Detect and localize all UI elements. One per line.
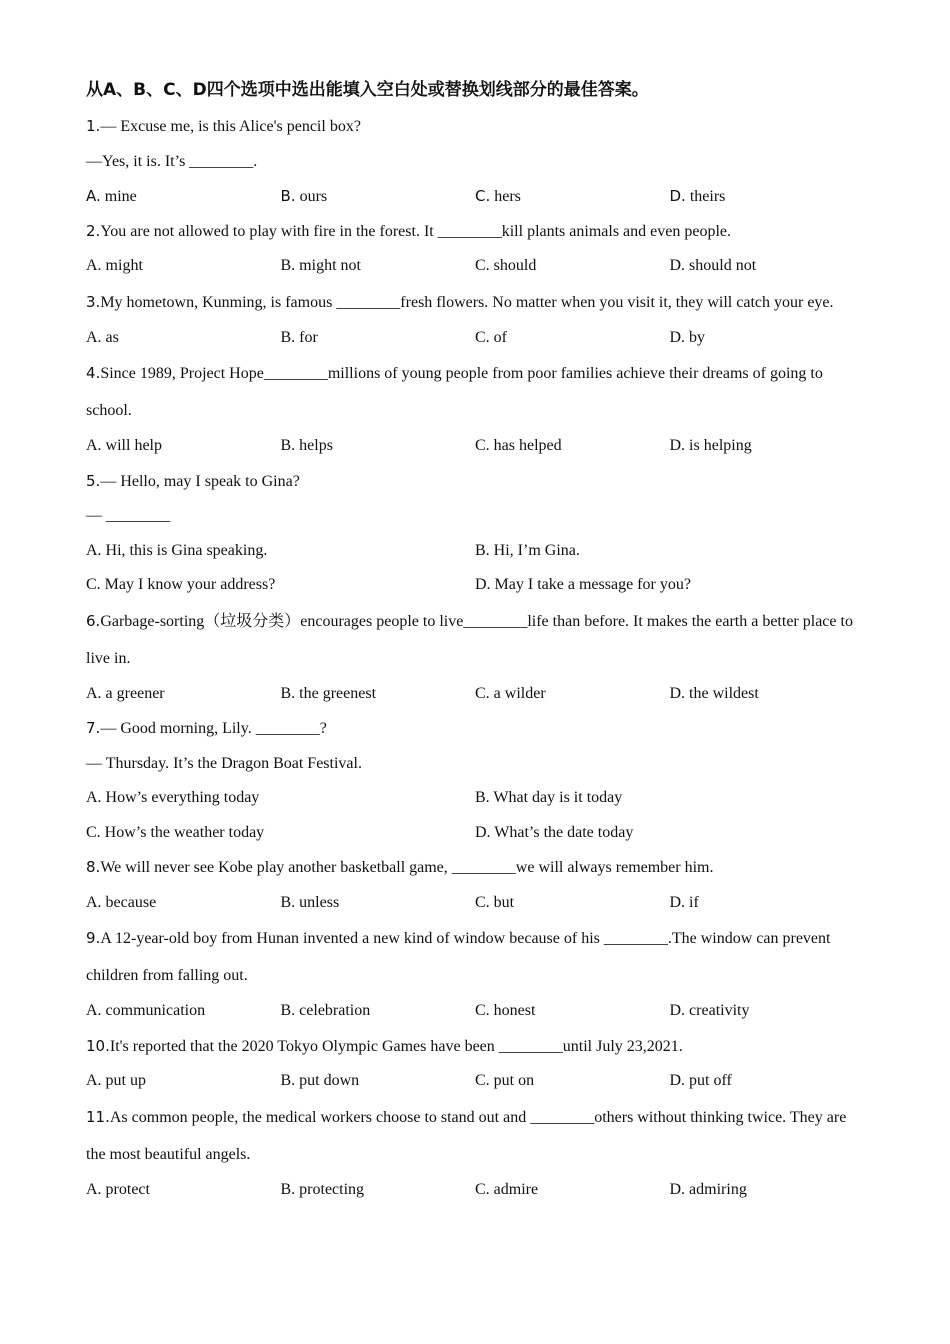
option-b[interactable]: B. for	[280, 328, 318, 346]
question-5-options-row1	[86, 534, 866, 569]
question-text: A 12-year-old boy from Hunan invented a new kind of window because of his ________.The window can prevent children from falling out.	[86, 930, 831, 984]
question-11	[86, 1099, 866, 1173]
option-a[interactable]: A. Hi, this is Gina speaking.	[86, 541, 268, 559]
option-a[interactable]: A. protect	[86, 1180, 150, 1198]
question-10-options	[86, 1064, 866, 1099]
question-7	[86, 711, 866, 747]
question-1-options	[86, 179, 866, 214]
option-d[interactable]: D. creativity	[669, 1002, 750, 1019]
question-1-reply: —Yes, it is. It’s ________.	[86, 152, 258, 170]
option-b[interactable]: B. ours	[280, 187, 328, 205]
question-number: 7.	[86, 719, 101, 737]
question-text: As common people, the medical workers choose to stand out and ________others without thinking twice. They are the most beautiful angels.	[86, 1108, 847, 1163]
question-7-options-row1	[86, 781, 866, 816]
question-9-options	[86, 994, 866, 1029]
question-4	[86, 355, 866, 429]
question-text: You are not allowed to play with fire in the forest. It ________kill plants animals and even people.	[100, 222, 731, 240]
question-7-options-row2	[86, 816, 866, 851]
question-2	[86, 214, 866, 250]
question-number: 6.	[86, 611, 101, 630]
option-a[interactable]: A. put up	[86, 1072, 146, 1089]
option-c[interactable]: C. a wilder	[475, 684, 546, 702]
question-text: Garbage-sorting（垃圾分类）encourages people to live________life than before. It makes the earth a better place to live in.	[86, 612, 853, 667]
option-b[interactable]: B. unless	[280, 893, 340, 911]
option-c[interactable]: C. admire	[475, 1180, 539, 1198]
option-c[interactable]: C. honest	[475, 1002, 536, 1019]
question-11-options	[86, 1173, 866, 1208]
option-b[interactable]: B. helps	[280, 437, 333, 454]
question-3	[86, 284, 866, 321]
option-d[interactable]: D. the wildest	[669, 684, 759, 702]
option-a[interactable]: A. because	[86, 893, 157, 911]
option-b[interactable]: B. What day is it today	[475, 789, 623, 806]
option-a[interactable]: A. as	[86, 328, 119, 346]
question-8	[86, 850, 866, 886]
question-number: 3.	[86, 292, 101, 311]
option-c[interactable]: C. should	[475, 257, 537, 274]
question-5-options-row2	[86, 568, 866, 603]
question-number: 4.	[86, 364, 101, 382]
question-4-options	[86, 429, 866, 464]
option-c[interactable]: C. has helped	[475, 437, 562, 454]
question-3-options	[86, 321, 866, 356]
question-2-options	[86, 249, 866, 284]
question-number: 10.	[86, 1036, 110, 1055]
option-b[interactable]: B. Hi, I’m Gina.	[475, 541, 580, 559]
question-9	[86, 920, 866, 994]
question-number: 5.	[86, 471, 101, 490]
question-10	[86, 1029, 866, 1065]
question-8-options	[86, 886, 866, 921]
option-d[interactable]: D. if	[669, 893, 699, 911]
question-text: My hometown, Kunming, is famous ________fresh flowers. No matter when you visit it, they will catch your eye.	[100, 293, 834, 311]
question-6-options	[86, 677, 866, 712]
question-number: 1.	[86, 117, 101, 135]
option-d[interactable]: D. put off	[669, 1072, 732, 1089]
worksheet	[86, 72, 866, 1207]
option-a[interactable]: A. will help	[86, 437, 162, 454]
option-c[interactable]: C. but	[475, 893, 515, 911]
option-d[interactable]: D. What’s the date today	[475, 823, 634, 841]
option-a[interactable]: A. mine	[86, 187, 137, 205]
option-a[interactable]: A. communication	[86, 1002, 206, 1019]
question-text: We will never see Kobe play another basketball game, ________we will always remember him.	[100, 859, 714, 876]
question-text: — Excuse me, is this Alice's pencil box?	[100, 118, 361, 135]
option-b[interactable]: B. might not	[280, 257, 361, 274]
option-a[interactable]: A. a greener	[86, 684, 165, 702]
option-c[interactable]: C. put on	[475, 1072, 535, 1089]
question-number: 2.	[86, 221, 101, 240]
option-d[interactable]: D. by	[669, 328, 706, 346]
question-text: Since 1989, Project Hope________millions of young people from poor families achieve their dreams of going to school.	[86, 365, 823, 419]
instruction-heading: 从A、B、C、D四个选项中选出能填入空白处或替换划线部分的最佳答案。	[86, 80, 649, 100]
question-1	[86, 109, 866, 145]
option-b[interactable]: B. put down	[280, 1072, 360, 1089]
question-text: — Hello, may I speak to Gina?	[100, 472, 300, 490]
option-d[interactable]: D. admiring	[669, 1180, 747, 1198]
option-d[interactable]: D. is helping	[669, 437, 752, 454]
option-c[interactable]: C. May I know your address?	[86, 576, 276, 593]
question-text: — Good morning, Lily. ________?	[100, 720, 327, 737]
question-5-reply: — ________	[86, 507, 170, 524]
question-6	[86, 603, 866, 677]
option-b[interactable]: B. protecting	[280, 1180, 365, 1198]
option-b[interactable]: B. the greenest	[280, 684, 377, 702]
option-c[interactable]: C. hers	[475, 187, 521, 205]
option-a[interactable]: A. might	[86, 257, 143, 274]
option-c[interactable]: C. How’s the weather today	[86, 823, 265, 841]
question-7-reply: — Thursday. It’s the Dragon Boat Festival.	[86, 754, 362, 772]
question-text: It's reported that the 2020 Tokyo Olympic Games have been ________until July 23,2021.	[109, 1037, 683, 1055]
option-d[interactable]: D. theirs	[669, 187, 726, 205]
option-d[interactable]: D. May I take a message for you?	[475, 576, 691, 593]
question-number: 8.	[86, 858, 101, 876]
option-d[interactable]: D. should not	[669, 257, 757, 274]
question-number: 9.	[86, 929, 101, 947]
option-a[interactable]: A. How’s everything today	[86, 789, 260, 806]
option-b[interactable]: B. celebration	[280, 1002, 371, 1019]
option-c[interactable]: C. of	[475, 328, 507, 346]
question-number: 11.	[86, 1107, 110, 1126]
question-5	[86, 464, 866, 500]
